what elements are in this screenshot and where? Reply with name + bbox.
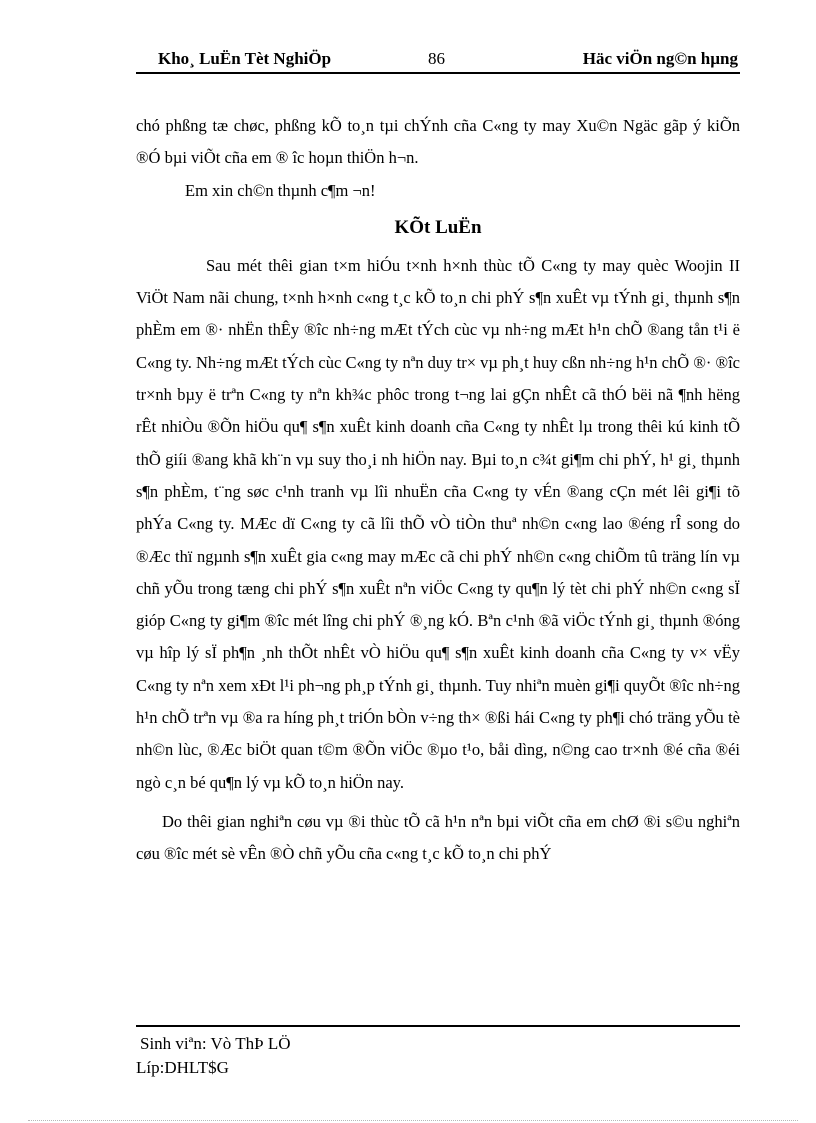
page-body — [136, 110, 740, 871]
paragraph-thanks: Em xin ch©n thµnh c¶m ¬n! — [185, 180, 376, 200]
header-thesis-title: Kho¸ LuËn Tèt NghiÖp — [158, 49, 332, 68]
header-institution: Häc viÖn ng©n hµng — [582, 49, 738, 68]
page-footer — [136, 1025, 740, 1080]
page-number: 86 — [428, 49, 445, 68]
page-boundary-line — [28, 1120, 798, 1121]
paragraph-last: Do thêi gian nghiªn cøu vµ ®i thùc tÕ cã h¹n nªn bµi viÕt cña em chØ ®i s©u nghiªn cøu ®îc mét sè vÊn ®Ò chñ yÕu cña c«ng t¸c kÕ to¸n chi phÝ — [136, 811, 740, 864]
page-header — [136, 48, 740, 74]
section-title: KÕt LuËn — [394, 216, 482, 238]
footer-student-name: Sinh viªn: Vò ThÞ LÖ — [140, 1034, 291, 1053]
paragraph-continuation: chó phßng tæ chøc, phßng kÕ to¸n tµi chÝnh cña C«ng ty may Xu©n Ngäc gãp ý kiÕn ®Ó bµi viÕt cña em ® îc hoµn thiÖn h¬n. — [136, 116, 740, 168]
footer-class: Líp:DHLT$G — [136, 1058, 229, 1077]
paragraph-conclusion: Sau mét thêi gian t×m hiÓu t×nh h×nh thùc tÕ C«ng ty may quèc Woojin II ViÖt Nam nãi chung, t×nh h×nh c«ng t¸c kÕ to¸n chi phÝ s¶n xuÊt vµ tÝnh gi¸ thµnh s¶n phÈm em ®· nhËn thÊy ®îc nh÷ng mÆt tÝch cùc vµ nh÷ng mÆt h¹n chÕ ®ang tån t¹i ë C«ng ty. Nh÷ng mÆt tÝch cùc C«ng ty nªn duy tr× vµ ph¸t huy cßn nh÷ng h¹n chÕ ®· ®îc tr×nh bµy ë trªn C«ng ty nªn kh¾c phôc trong t¬ng lai gÇn nhÊt cã thÓ bëi nã ¶nh hëng rÊt nhiÒu ®Õn hiÖu qu¶ s¶n xuÊt kinh doanh cña C«ng ty nhÊt lµ trong thêi kú kinh tÕ thÕ giíi ®ang khã kh¨n vµ suy tho¸i nh hiÖn nay. Bµi to¸n c¾t gi¶m chi phÝ, h¹ gi¸ thµnh s¶n phÈm, t¨ng søc c¹nh tranh vµ lîi nhuËn cña C«ng ty vÉn ®ang cÇn mét lêi gi¶i tõ phÝa C«ng ty. MÆc dï C«ng ty cã lîi thÕ vÒ tiÒn thuª nh©n c«ng lao ®éng rÎ song do ®Æc thï ngµnh s¶n xuÊt gia c«ng may mÆc cã chi phÝ nh©n c«ng chiÕm tû träng lín vµ chñ yÕu trong tæng chi phÝ s¶n xuÊt nªn viÖc C«ng ty qu¶n lý tèt chi phÝ nh©n c«ng sÏ gióp C«ng ty gi¶m ®îc mét lîng chi phÝ ®¸ng kÓ. Bªn c¹nh ®ã viÖc tÝnh gi¸ thµnh ®óng vµ hîp lý sÏ ph¶n ¸nh thÕt nhÊt vÒ hiÖu qu¶ s¶n xuÊt kinh doanh cña C«ng ty v× vËy C«ng ty nªn xem xÐt l¹i ph¬ng ph¸p tÝnh gi¸ thµnh. Tuy nhiªn muèn gi¶i quyÕt ®îc nh÷ng h¹n chÕ trªn vµ ®a ra híng ph¸t triÓn bÒn v÷ng th× ®ßi hái C«ng ty ph¶i chó träng yÕu tè nh©n lùc, ®Æc biÖt quan t©m ®Õn viÖc ®µo t¹o, båi dìng, n©ng cao tr×nh ®é cña ®éi ngò c¸n bé qu¶n lý vµ kÕ to¸n hiÖn nay. — [136, 255, 740, 792]
